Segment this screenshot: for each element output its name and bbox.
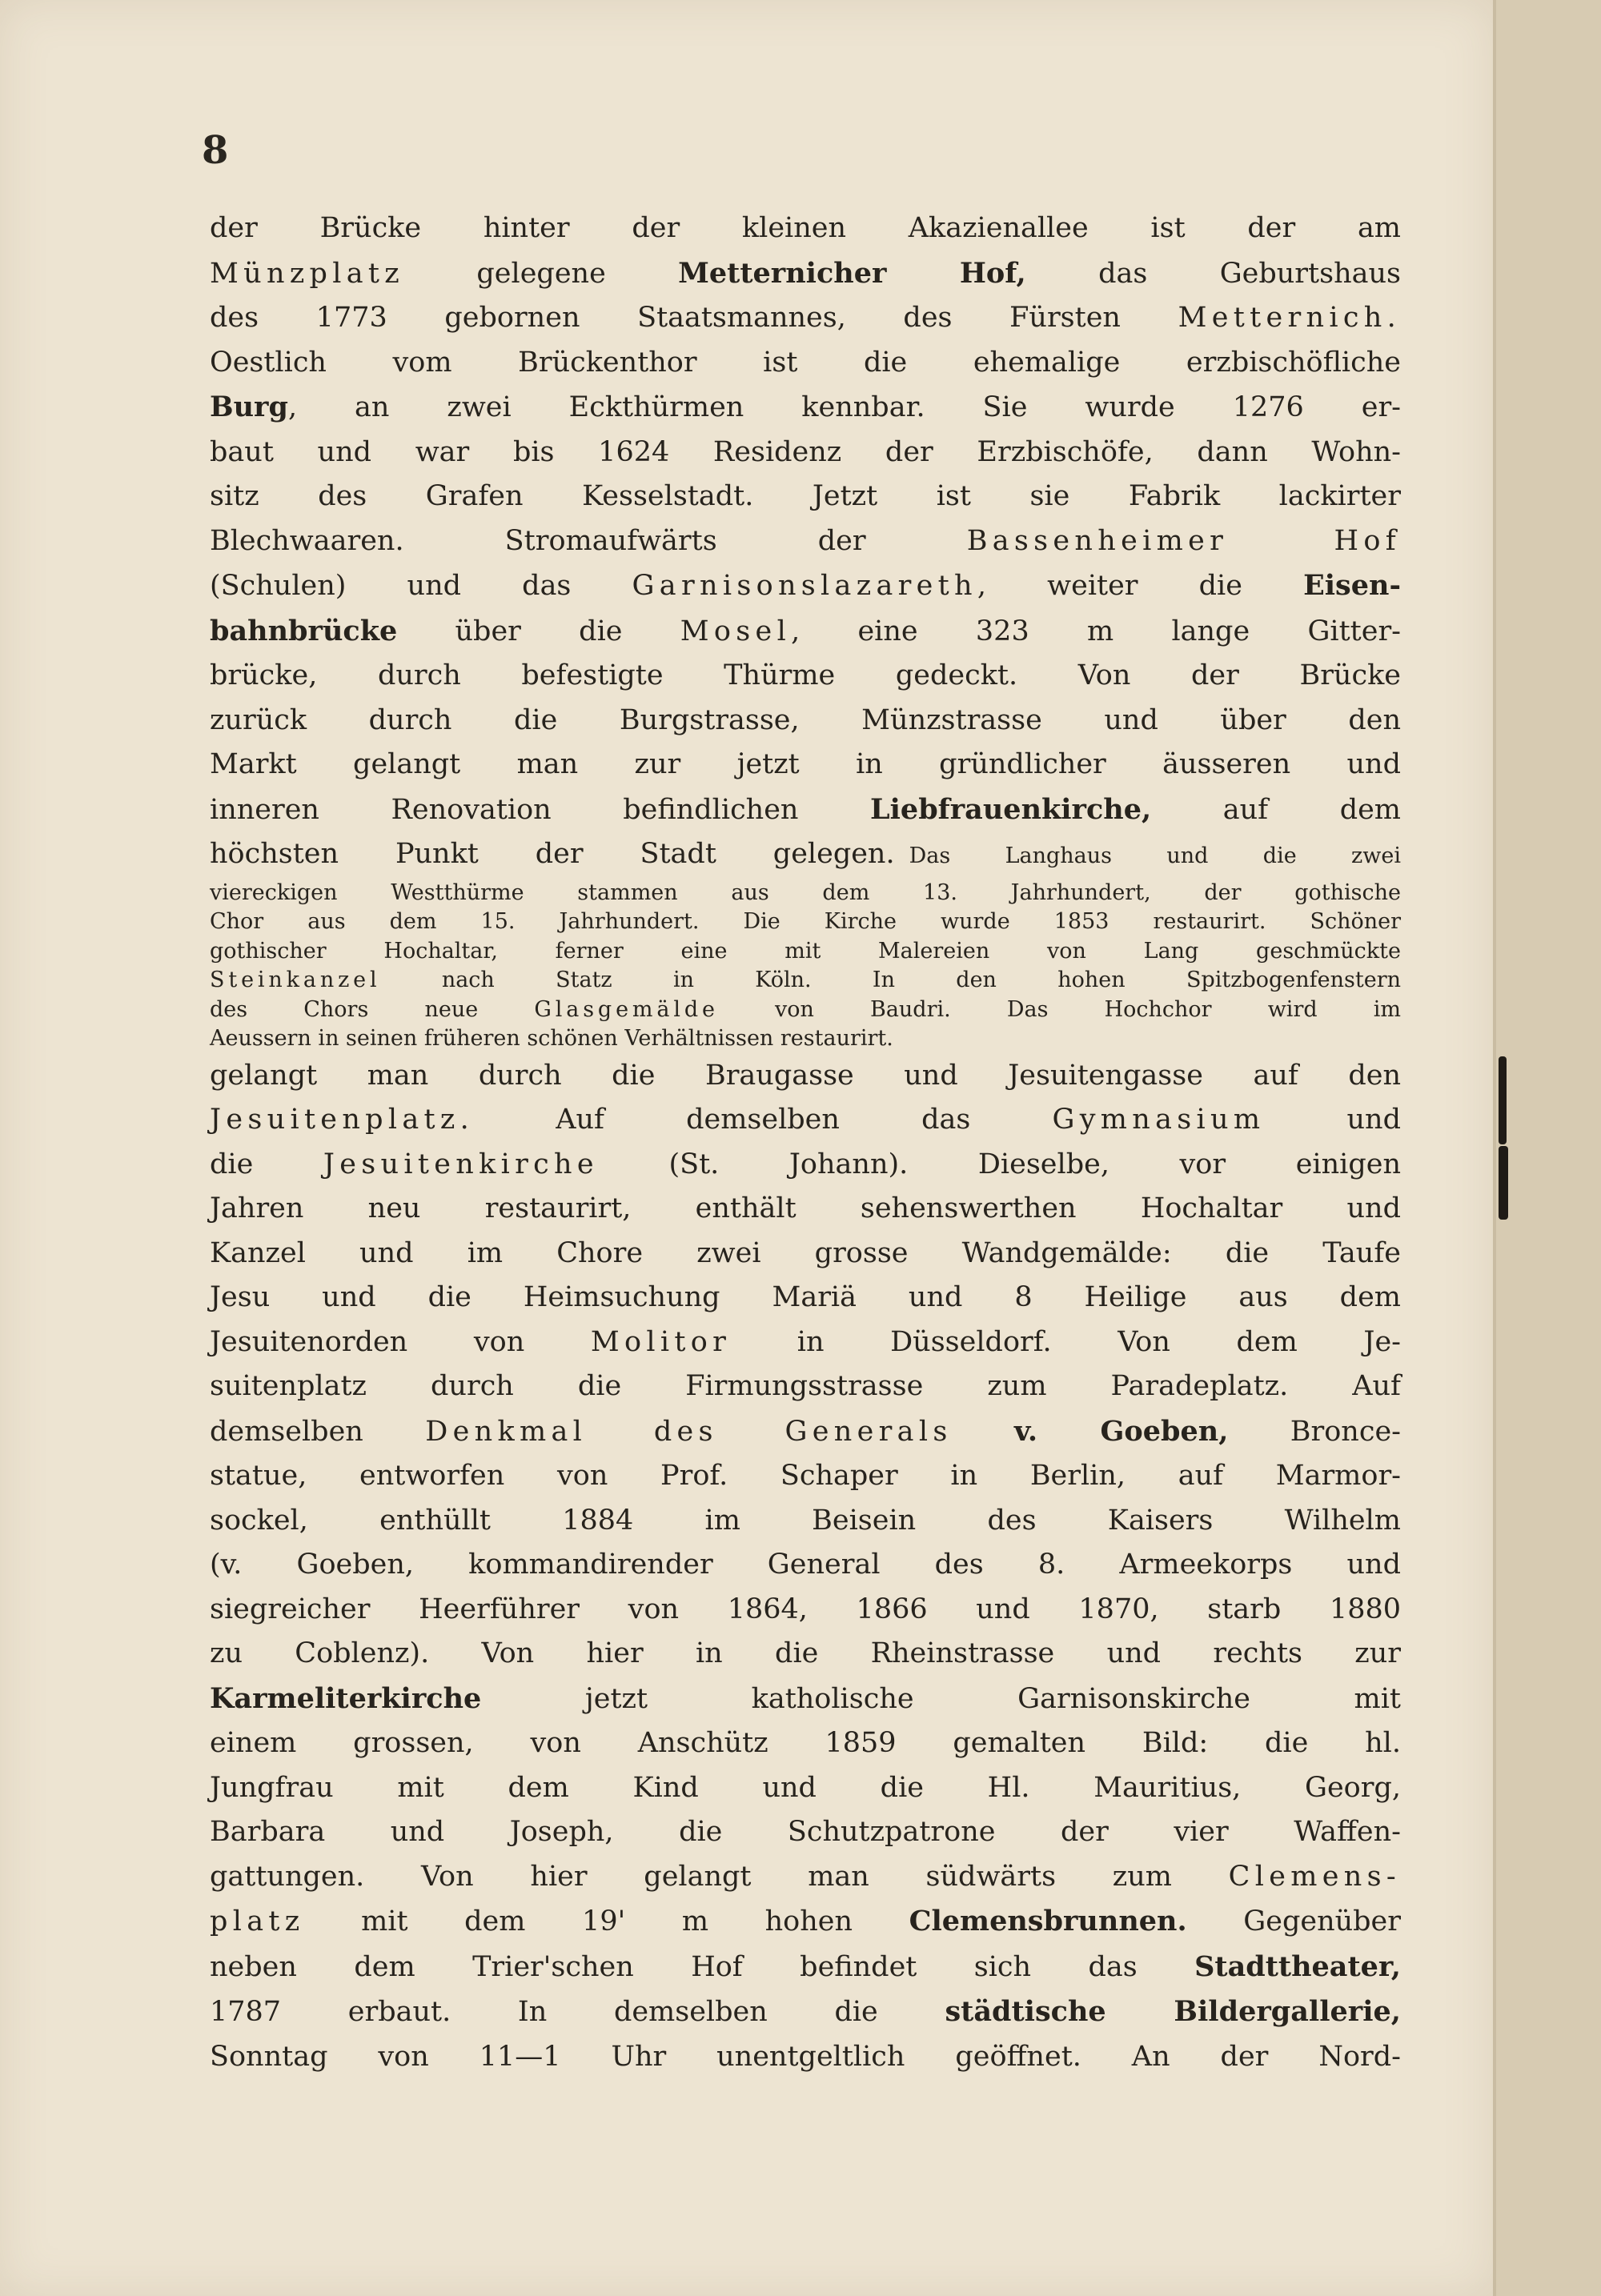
text-line <box>210 563 1401 609</box>
text-line <box>210 1499 1401 1544</box>
text-line <box>210 1766 1401 1811</box>
text-line <box>210 1588 1401 1633</box>
text-line <box>210 1409 1401 1455</box>
text-run: Burg <box>210 391 288 423</box>
text-run: Jahren neu restaurirt, enthält sehenswerthen Hochaltar und <box>210 1192 1401 1224</box>
text-run: (v. Goeben, kommandirender General des 8. Armeekorps und <box>210 1549 1401 1581</box>
text-run: brücke, durch befestigte Thürme gedeckt. Von der Brücke <box>210 659 1401 691</box>
text-run: Auf demselben das <box>474 1104 1053 1136</box>
text-run: suitenplatz durch die Firmungsstrasse zum Paradeplatz. Auf <box>210 1370 1401 1402</box>
text-run: Garnisonslazareth <box>632 570 977 602</box>
text-run: Metternicher Hof, <box>678 256 1026 290</box>
text-line <box>210 699 1401 743</box>
text-run: Oestlich vom Brückenthor ist die ehemalige erzbischöfliche <box>210 346 1401 379</box>
text-run: jetzt katholische Garnisonskirche mit <box>481 1682 1401 1715</box>
text-run: gothischer Hochaltar, ferner eine mit Malereien von Lang geschmückte <box>210 938 1401 964</box>
text-run: von Baudri. Das Hochchor wird im <box>718 996 1402 1022</box>
text-run: städtische Bildergallerie, <box>945 1995 1401 2028</box>
text-line <box>210 1098 1401 1143</box>
text-line <box>210 966 1401 996</box>
text-run: viereckigen Westthürme stammen aus dem 13. Jahrhundert, der gothische <box>210 880 1401 905</box>
text-run: statue, entworfen von Prof. Schaper in Berlin, auf Marmor- <box>210 1460 1401 1492</box>
book-spine-edge <box>1496 0 1601 2296</box>
text-run: gattungen. Von hier gelangt man südwärts zum <box>210 1860 1229 1893</box>
text-line <box>210 1024 1401 1054</box>
text-line <box>210 937 1401 967</box>
text-line <box>210 1543 1401 1588</box>
text-line <box>210 1276 1401 1320</box>
text-line <box>210 1187 1401 1232</box>
text-line <box>210 1899 1401 1945</box>
text-line <box>210 251 1401 297</box>
text-line <box>210 879 1401 908</box>
text-run: Gegenüber <box>1186 1905 1401 1937</box>
text-run: höchsten Punkt der Stadt gelegen. <box>210 838 895 870</box>
text-line <box>210 1143 1401 1188</box>
text-run: Bassenheimer Hof <box>966 524 1401 557</box>
text-line <box>210 1945 1401 1990</box>
text-run: in Düsseldorf. Von dem Je- <box>731 1325 1402 1358</box>
text-run: der Brücke hinter der kleinen Akazienallee ist der am <box>210 212 1401 244</box>
text-run: des Chors neue <box>210 996 535 1022</box>
text-run: Metternich. <box>1178 302 1401 334</box>
text-line <box>210 1320 1401 1365</box>
text-run: Jesuitenorden von <box>210 1325 591 1358</box>
text-run: Bronce- <box>1228 1415 1401 1448</box>
text-run: Jesu und die Heimsuchung Mariä und 8 Heilige aus dem <box>210 1281 1401 1313</box>
text-run: Denkmal des Generals <box>425 1415 953 1448</box>
text-run: demselben <box>210 1415 426 1448</box>
text-run: Steinkanzel <box>210 968 381 992</box>
text-run: Jesuitenplatz. <box>210 1104 475 1136</box>
margin-mark <box>1499 1056 1507 1144</box>
margin-mark <box>1499 1146 1508 1220</box>
text-run: zu Coblenz). Von hier in die Rheinstrasse und rechts zur <box>210 1637 1401 1669</box>
text-line <box>210 1677 1401 1722</box>
text-run: gelangt man durch die Braugasse und Jesuitengasse auf den <box>210 1059 1401 1092</box>
text-run: Glasgemälde <box>534 996 719 1022</box>
text-run: einem grossen, von Anschütz 1859 gemalten Bild: die hl. <box>210 1727 1401 1759</box>
text-run: (Schulen) und das <box>210 570 632 602</box>
text-run: 1787 erbaut. In demselben die <box>210 1996 945 2028</box>
text-run: Jungfrau mit dem Kind und die Hl. Mauritius, Georg, <box>210 1771 1401 1804</box>
text-run: über die <box>397 615 680 647</box>
text-run: siegreicher Heerführer von 1864, 1866 und 1870, starb 1880 <box>210 1593 1401 1625</box>
text-run: Stadttheater, <box>1194 1949 1401 1983</box>
text-run: Eisen- <box>1303 569 1401 602</box>
text-line <box>210 1989 1401 2035</box>
text-line <box>210 996 1401 1025</box>
text-line <box>210 206 1401 251</box>
text-run: Das Langhaus und die zwei <box>909 843 1401 868</box>
text-line <box>210 1454 1401 1499</box>
text-run: , an zwei Eckthürmen kennbar. Sie wurde 1276 er- <box>287 391 1401 423</box>
text-run: Clemensbrunnen. <box>909 1905 1187 1937</box>
text-run: inneren Renovation befindlichen <box>210 793 871 826</box>
text-line <box>210 609 1401 655</box>
text-run: Jesuitenkirche <box>323 1148 599 1180</box>
text-run: neben dem Trier'schen Hof befindet sich das <box>210 1950 1195 1983</box>
text-line <box>210 2035 1401 2080</box>
paragraph-continuation <box>210 1054 1401 2080</box>
text-run: platz <box>210 1905 305 1937</box>
text-line <box>210 1855 1401 1900</box>
text-run: Sonntag von 11—1 Uhr unentgeltlich geöffnet. An der Nord- <box>210 2040 1401 2073</box>
text-run: des 1773 gebornen Staatsmannes, des Fürsten <box>210 302 1178 334</box>
text-run: nach Statz in Köln. In den hohen Spitzbogenfenstern <box>380 968 1401 992</box>
text-run: , eine 323 m lange Gitter- <box>791 615 1402 647</box>
text-run: sitz des Grafen Kesselstadt. Jetzt ist sie Fabrik lackirter <box>210 480 1401 512</box>
text-run: auf dem <box>1151 793 1401 826</box>
text-line <box>210 296 1401 341</box>
text-run: Chor aus dem 15. Jahrhundert. Die Kirche wurde 1853 restaurirt. Schöner <box>210 909 1401 934</box>
text-run: Mosel <box>680 615 792 647</box>
text-line <box>210 1054 1401 1099</box>
text-line <box>210 908 1401 937</box>
paragraph-small-print <box>210 879 1401 1054</box>
text-run: baut und war bis 1624 Residenz der Erzbischöfe, dann Wohn- <box>210 435 1401 468</box>
text-run: Barbara und Joseph, die Schutzpatrone der vier Waffen- <box>210 1816 1401 1848</box>
text-run: Gymnasium <box>1052 1104 1266 1136</box>
text-run: Kanzel und im Chore zwei grosse Wandgemälde: die Taufe <box>210 1236 1401 1269</box>
text-line <box>210 1810 1401 1855</box>
paragraph-main <box>210 206 1401 879</box>
text-run: zurück durch die Burgstrasse, Münzstrasse und über den <box>210 703 1401 736</box>
text-run: bahnbrücke <box>210 614 398 647</box>
text-run: v. Goeben, <box>1014 1414 1229 1448</box>
text-line <box>210 431 1401 475</box>
text-line <box>210 1232 1401 1276</box>
text-run: Münzplatz <box>210 257 405 290</box>
text-run: Liebfrauenkirche, <box>870 792 1152 826</box>
text-line <box>210 1632 1401 1677</box>
text-run: sockel, enthüllt 1884 im Beisein des Kaisers Wilhelm <box>210 1504 1401 1537</box>
text-run: Molitor <box>590 1325 732 1358</box>
text-run: Clemens- <box>1228 1860 1401 1893</box>
text-run: die <box>210 1148 323 1180</box>
text-line <box>210 519 1401 564</box>
text-line <box>210 832 1401 879</box>
text-run: Blechwaaren. Stromaufwärts der <box>210 524 967 557</box>
text-run: mit dem 19' m hohen <box>304 1905 909 1937</box>
text-run: Karmeliterkirche <box>210 1681 482 1715</box>
text-run: (St. Johann). Dieselbe, vor einigen <box>598 1148 1402 1180</box>
text-line <box>210 341 1401 386</box>
text-run <box>953 1416 1014 1448</box>
text-line <box>210 385 1401 431</box>
text-line <box>210 743 1401 787</box>
text-run: das Geburtshaus <box>1025 257 1401 290</box>
text-run: Aeussern in seinen früheren schönen Verhältnissen restaurirt. <box>210 1026 893 1051</box>
text-run: gelegene <box>404 257 679 290</box>
text-run: und <box>1265 1104 1401 1136</box>
text-line <box>210 1721 1401 1766</box>
body-text <box>210 206 1401 2079</box>
text-line <box>210 654 1401 699</box>
text-line <box>210 475 1401 519</box>
text-line <box>210 1364 1401 1409</box>
text-line <box>210 787 1401 833</box>
text-run: Markt gelangt man zur jetzt in gründlicher äusseren und <box>210 748 1401 780</box>
text-run: , weiter die <box>977 570 1304 602</box>
page-number: 8 <box>202 128 229 173</box>
